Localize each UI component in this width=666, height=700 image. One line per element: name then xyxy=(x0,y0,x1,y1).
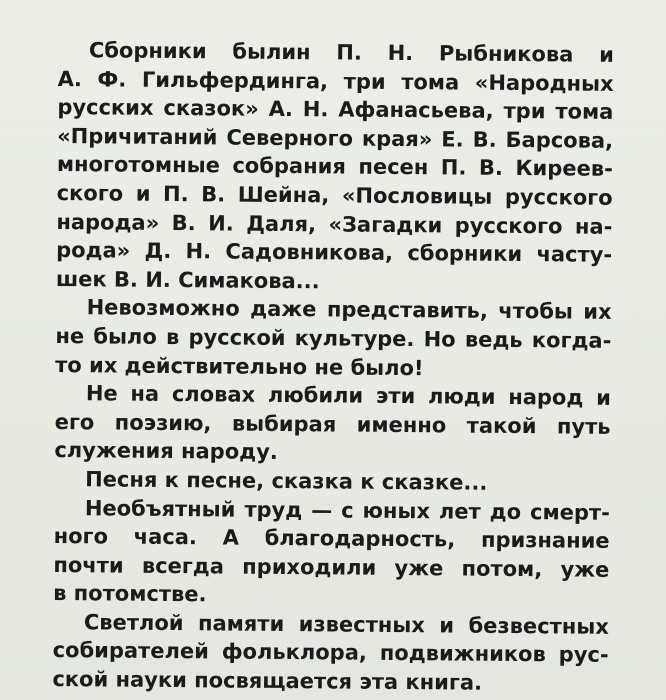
text-line: ской науки посвящается эта книга. xyxy=(52,667,483,695)
text-line: Сборники былин П. Н. Рыбникова и xyxy=(88,38,614,67)
paragraph-2 xyxy=(55,293,612,384)
text-line: Песня к песне, сказка к сказке... xyxy=(85,467,488,495)
text-line: шек В. И. Симакова... xyxy=(55,266,320,294)
text-line: почти всегда приходили уже потом, уже xyxy=(53,552,610,582)
paragraph-1 xyxy=(56,36,614,298)
text-line: не было в русской культуре. Но ведь когда- xyxy=(55,323,612,353)
text-line: многотомные собрания песен П. В. Киреев- xyxy=(56,152,613,182)
text-line: его поэзию, выбирая именно такой путь xyxy=(54,409,611,439)
dedication-text xyxy=(52,36,614,698)
paragraph-5 xyxy=(53,493,610,612)
text-line: народа» В. И. Даля, «Загадки русского на- xyxy=(56,209,613,239)
text-line: в потомстве. xyxy=(53,581,207,607)
text-line: Необъятный труд — с юных лет до смерт- xyxy=(84,495,610,525)
text-line: Не на словах любили эти люди народ и xyxy=(85,381,611,410)
text-line: ского и П. В. Шейна, «Пословицы русского xyxy=(56,180,613,210)
text-line: Светлой памяти известных и безвестных xyxy=(83,610,609,639)
text-line: «Причитаний Северного края» Е. В. Барсова, xyxy=(57,123,614,153)
text-line: русских сказок» А. Н. Афанасьева, три тома xyxy=(57,95,614,125)
text-line: служения народу. xyxy=(54,438,278,465)
text-line: ного часа. А благодарность, признание xyxy=(53,524,610,553)
text-line: то их действительно не было! xyxy=(55,352,424,380)
text-line: Невозможно даже представить, чтобы их xyxy=(86,295,612,325)
text-line: собирателей фольклора, подвижников рус- xyxy=(52,638,609,668)
paragraph-6 xyxy=(52,608,609,699)
paragraph-3 xyxy=(54,379,611,470)
text-line: А. Ф. Гильфердинга, три тома «Народных xyxy=(57,66,614,96)
paragraph-4 xyxy=(54,465,610,498)
text-line: рода» Д. Н. Садовникова, сборники часту- xyxy=(56,238,613,267)
